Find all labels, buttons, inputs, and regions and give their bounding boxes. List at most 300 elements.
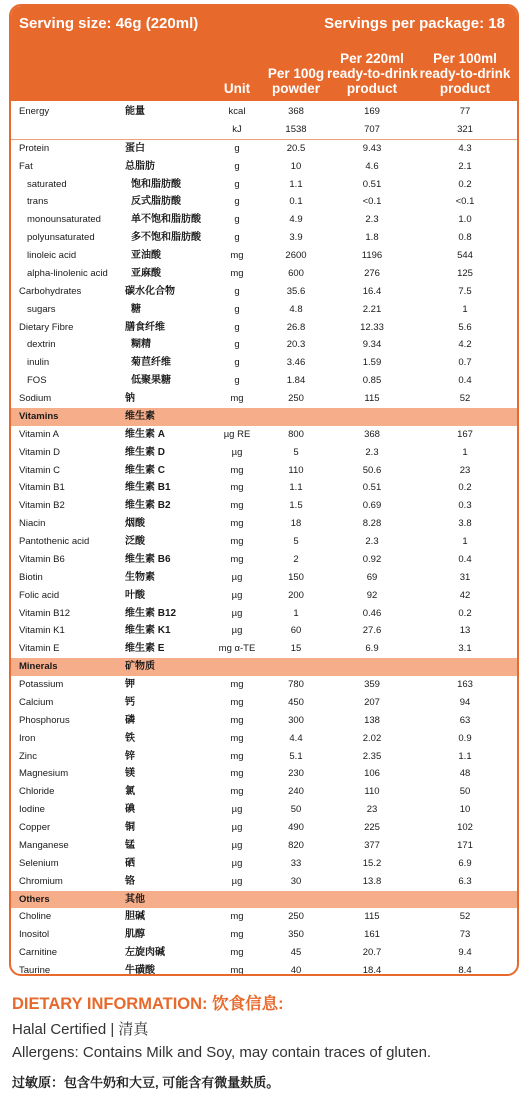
nutrient-unit: µg — [231, 875, 243, 887]
nutrient-unit: g — [234, 178, 240, 190]
nutrient-unit: µg RE — [223, 428, 251, 440]
nutrient-name-zh: 饱和脂肪酸 — [131, 178, 181, 190]
value-per-100ml: 23 — [459, 464, 471, 476]
nutrient-name: Zinc — [19, 750, 37, 762]
nutrient-name-zh: 糊精 — [131, 339, 151, 351]
nutrient-row — [11, 139, 517, 158]
nutrient-row — [11, 712, 517, 730]
value-per-220ml: 4.6 — [365, 160, 379, 172]
value-per-100ml: 48 — [459, 768, 471, 780]
halal-certified: Halal Certified | 清真 — [12, 1021, 149, 1038]
value-per-100ml: 321 — [457, 123, 473, 135]
value-per-100g: 45 — [290, 947, 302, 959]
value-per-220ml: 2.3 — [365, 214, 379, 226]
nutrient-row — [11, 908, 517, 926]
nutrient-name: inulin — [27, 357, 50, 369]
nutrient-row — [11, 676, 517, 694]
value-per-100g: 368 — [288, 106, 304, 117]
value-per-220ml: 138 — [364, 714, 380, 726]
nutrient-row — [11, 783, 517, 801]
nutrient-unit: g — [234, 214, 240, 226]
nutrient-unit: g — [234, 357, 240, 369]
value-per-100g: 4.8 — [289, 303, 303, 315]
value-per-100g: 60 — [290, 625, 302, 637]
value-per-100g: 150 — [288, 571, 304, 583]
value-per-100ml: 125 — [457, 267, 473, 279]
nutrient-row — [11, 801, 517, 819]
nutrient-row — [11, 765, 517, 783]
value-per-100g: 490 — [288, 822, 304, 833]
nutrient-unit: g — [234, 285, 240, 297]
value-per-100ml: 63 — [459, 714, 471, 726]
value-per-220ml: 1.59 — [362, 357, 382, 369]
nutrient-name: Magnesium — [19, 768, 69, 780]
value-per-100ml: 3.8 — [458, 518, 472, 530]
nutrient-unit: µg — [231, 589, 243, 601]
value-per-220ml: 0.69 — [362, 500, 382, 512]
value-per-220ml: 2.3 — [365, 536, 379, 547]
nutrient-unit: mg — [230, 947, 244, 959]
nutrient-name-zh: 低聚果糖 — [131, 375, 171, 387]
value-per-220ml: 115 — [364, 393, 380, 404]
nutrient-name-zh: 能量 — [125, 106, 145, 117]
nutrient-row — [11, 426, 517, 444]
value-per-100ml: 13 — [459, 625, 471, 637]
nutrient-unit: mg — [230, 679, 244, 690]
value-per-100ml: 50 — [459, 786, 471, 798]
value-per-100g: 3.46 — [286, 357, 306, 369]
nutrient-name: Iodine — [19, 804, 45, 816]
nutrient-name: Vitamin D — [19, 446, 61, 458]
nutrient-name: Carnitine — [19, 947, 58, 959]
nutrient-unit: mg — [230, 482, 244, 494]
value-per-100ml: 3.1 — [458, 643, 472, 655]
value-per-100ml: 0.2 — [458, 178, 472, 190]
value-per-220ml: 50.6 — [362, 464, 382, 476]
value-per-100g: 40 — [290, 965, 302, 976]
allergens-text-zh: 过敏原：包含牛奶和大豆, 可能含有微量麸质。 — [12, 1075, 280, 1090]
nutrient-unit: mg — [230, 929, 244, 941]
nutrient-name: Manganese — [19, 839, 69, 851]
per220ml-column-header: Per 220ml ready-to-drink product — [327, 51, 418, 96]
nutrient-name-zh: 维生素 D — [125, 446, 165, 458]
section-header-row — [11, 891, 517, 909]
value-per-220ml: 707 — [364, 123, 380, 135]
nutrient-row — [11, 336, 517, 354]
nutrient-unit: µg — [231, 446, 243, 458]
value-per-100g: 1.5 — [289, 500, 303, 512]
nutrient-name-zh: 烟酸 — [125, 518, 145, 530]
nutrient-unit: g — [234, 232, 240, 244]
nutrient-unit: µg — [231, 839, 243, 851]
value-per-100g: 5 — [293, 536, 299, 547]
servings-per-package: Servings per package: 18 — [324, 15, 505, 32]
nutrient-name-zh: 膳食纤维 — [125, 321, 165, 333]
nutrient-row — [11, 301, 517, 319]
value-per-100g: 3.9 — [289, 232, 303, 244]
nutrient-name: Chloride — [19, 786, 55, 798]
nutrient-name-zh: 总脂肪 — [125, 160, 155, 172]
value-per-100g: 30 — [290, 875, 302, 887]
value-per-100g: 200 — [288, 589, 304, 601]
value-per-100ml: 1 — [462, 536, 468, 547]
value-per-100ml: 5.6 — [458, 321, 472, 333]
nutrient-name-zh: 铬 — [125, 875, 135, 887]
nutrient-unit: µg — [231, 822, 243, 833]
nutrient-row — [11, 158, 517, 176]
nutrient-unit: g — [234, 160, 240, 172]
nutrient-name-zh: 锌 — [125, 750, 135, 762]
nutrient-name: Folic acid — [19, 589, 60, 601]
nutrient-name: Vitamin B12 — [19, 607, 71, 619]
nutrient-name: Biotin — [19, 571, 43, 583]
nutrient-name-zh: 左旋肉碱 — [125, 947, 165, 959]
nutrient-name-zh: 维生素 B6 — [125, 553, 171, 565]
value-per-220ml: 15.2 — [362, 857, 382, 869]
nutrient-name-zh: 糖 — [131, 303, 141, 315]
nutrient-name: Sodium — [19, 393, 52, 404]
nutrient-row — [11, 551, 517, 569]
nutrient-unit: mg — [230, 267, 244, 279]
value-per-100g: 820 — [288, 839, 304, 851]
value-per-100ml: 31 — [459, 571, 471, 583]
nutrient-unit: kcal — [228, 106, 246, 117]
nutrient-name-zh: 碘 — [125, 804, 135, 816]
nutrient-name: Taurine — [19, 965, 51, 976]
nutrient-name-zh: 生物素 — [125, 571, 155, 583]
value-per-100g: 20.3 — [286, 339, 306, 351]
nutrient-unit: mg — [230, 536, 244, 547]
value-per-100ml: 42 — [459, 589, 471, 601]
value-per-220ml: 0.51 — [362, 482, 382, 494]
nutrient-name-zh: 叶酸 — [125, 589, 145, 601]
value-per-100g: 250 — [288, 911, 304, 923]
value-per-220ml: 1.8 — [365, 232, 379, 244]
value-per-100ml: 1 — [462, 303, 468, 315]
nutrient-unit: g — [234, 303, 240, 315]
nutrient-row — [11, 319, 517, 337]
nutrient-unit: mg — [230, 393, 244, 404]
nutrient-unit: mg — [230, 464, 244, 476]
value-per-220ml: 27.6 — [362, 625, 382, 637]
nutrient-row — [11, 479, 517, 497]
nutrient-unit: mg — [230, 732, 244, 744]
nutrient-unit: mg — [230, 696, 244, 708]
nutrient-row — [11, 837, 517, 855]
value-per-220ml: 2.21 — [362, 303, 382, 315]
nutrient-row — [11, 390, 517, 408]
nutrient-name-zh: 多不饱和脂肪酸 — [131, 232, 201, 244]
value-per-220ml: 368 — [364, 428, 380, 440]
nutrient-row — [11, 605, 517, 623]
value-per-220ml: 8.28 — [362, 518, 382, 530]
nutrient-row — [11, 730, 517, 748]
nutrient-name: alpha-linolenic acid — [27, 267, 108, 279]
value-per-100g: 350 — [288, 929, 304, 941]
value-per-100ml: 6.9 — [458, 857, 472, 869]
nutrient-unit: mg — [230, 768, 244, 780]
allergens-text: Allergens: Contains Milk and Soy, may contain traces of gluten. — [12, 1044, 432, 1061]
value-per-100g: 2 — [293, 553, 299, 565]
value-per-220ml: 359 — [364, 679, 380, 690]
value-per-100g: 800 — [288, 428, 304, 440]
value-per-100ml: 0.8 — [458, 232, 472, 244]
nutrient-name-zh: 维生素 C — [125, 464, 165, 476]
value-per-100ml: 0.4 — [458, 375, 472, 387]
nutrient-name-zh: 反式脂肪酸 — [131, 196, 181, 208]
nutrient-name-zh: 磷 — [125, 714, 135, 726]
value-per-100ml: 0.9 — [458, 732, 472, 744]
value-per-100ml: 0.2 — [458, 607, 472, 619]
value-per-100g: 1.84 — [286, 375, 306, 387]
value-per-220ml: 110 — [364, 786, 380, 798]
value-per-220ml: 115 — [364, 911, 380, 923]
nutrient-unit: g — [234, 375, 240, 387]
nutrient-row — [11, 748, 517, 766]
nutrient-name: Potassium — [19, 679, 64, 690]
nutrient-name: Vitamin C — [19, 464, 61, 476]
value-per-100g: 300 — [288, 714, 304, 726]
value-per-220ml: 0.51 — [362, 178, 382, 190]
value-per-100g: 10 — [290, 160, 302, 172]
value-per-100ml: 167 — [457, 428, 473, 440]
nutrient-unit: g — [234, 339, 240, 351]
value-per-100g: 4.4 — [289, 732, 303, 744]
unit-column-header: Unit — [223, 81, 251, 96]
nutrient-name: Pantothenic acid — [19, 536, 90, 547]
nutrient-name: Vitamin K1 — [19, 625, 65, 637]
nutrient-name-zh: 亚油酸 — [131, 250, 161, 261]
nutrient-name: sugars — [27, 303, 56, 315]
nutrient-name: Others — [19, 893, 50, 905]
value-per-100ml: 0.3 — [458, 500, 472, 512]
value-per-100ml: 10 — [459, 804, 471, 816]
value-per-100ml: 1 — [462, 446, 468, 458]
nutrient-name-zh: 维生素 B2 — [125, 500, 171, 512]
value-per-100ml: 52 — [459, 393, 471, 404]
value-per-220ml: 69 — [366, 571, 378, 583]
nutrient-name: Vitamin A — [19, 428, 59, 440]
value-per-100g: 50 — [290, 804, 302, 816]
nutrient-name: Vitamin E — [19, 643, 60, 655]
value-per-100g: 230 — [288, 768, 304, 780]
nutrient-unit: mg — [230, 911, 244, 923]
nutrient-row — [11, 873, 517, 891]
value-per-220ml: 276 — [364, 267, 380, 279]
nutrient-row — [11, 962, 517, 976]
value-per-220ml: 106 — [364, 768, 380, 780]
nutrient-row — [11, 819, 517, 837]
value-per-100ml: 52 — [459, 911, 471, 923]
nutrient-row — [11, 354, 517, 372]
value-per-100g: 450 — [288, 696, 304, 708]
value-per-100g: 600 — [288, 267, 304, 279]
nutrient-name: Choline — [19, 911, 52, 923]
nutrient-row — [11, 694, 517, 712]
value-per-100ml: 6.3 — [458, 875, 472, 887]
nutrient-unit: g — [234, 142, 240, 154]
value-per-220ml: 16.4 — [362, 285, 382, 297]
nutrient-name-zh: 矿物质 — [125, 661, 155, 673]
value-per-100g: 33 — [290, 857, 302, 869]
nutrient-name-zh: 胆碱 — [125, 911, 145, 923]
serving-size: Serving size: 46g (220ml) — [19, 15, 199, 32]
nutrient-unit: g — [234, 196, 240, 208]
nutrient-name: dextrin — [27, 339, 56, 351]
nutrient-row — [11, 372, 517, 390]
dietary-information-title: DIETARY INFORMATION: 饮食信息: — [12, 995, 284, 1013]
nutrient-row — [11, 462, 517, 480]
nutrient-row — [11, 283, 517, 301]
nutrient-name: Niacin — [19, 518, 46, 530]
nutrient-name-zh: 硒 — [125, 857, 135, 869]
value-per-100g: 20.5 — [286, 142, 306, 154]
nutrient-name: Selenium — [19, 857, 59, 869]
value-per-100g: 250 — [288, 393, 304, 404]
nutrient-row — [11, 229, 517, 247]
nutrient-row — [11, 265, 517, 283]
value-per-100ml: <0.1 — [455, 196, 475, 208]
value-per-220ml: 6.9 — [365, 643, 379, 655]
nutrient-name-zh: 维生素 E — [125, 643, 165, 655]
nutrient-name-zh: 碳水化合物 — [125, 285, 175, 297]
nutrient-name: Protein — [19, 142, 50, 154]
nutrient-name-zh: 钙 — [125, 696, 135, 708]
nutrient-row — [11, 569, 517, 587]
value-per-100g: 110 — [288, 464, 304, 476]
nutrient-unit: g — [234, 321, 240, 333]
nutrient-name-zh: 氯 — [125, 786, 135, 798]
value-per-220ml: 207 — [364, 696, 380, 708]
value-per-100g: 35.6 — [286, 285, 306, 297]
nutrient-name: Copper — [19, 822, 51, 833]
per100ml-column-header: Per 100ml ready-to-drink product — [419, 51, 511, 96]
nutrient-row — [11, 497, 517, 515]
nutrient-row — [11, 121, 517, 139]
nutrient-name: Energy — [19, 106, 50, 117]
value-per-100ml: 77 — [459, 106, 471, 117]
nutrient-name-zh: 铜 — [125, 822, 135, 833]
nutrient-name-zh: 维生素 B1 — [125, 482, 171, 494]
value-per-100g: 1 — [293, 607, 299, 619]
nutrient-name: Vitamin B2 — [19, 500, 65, 512]
nutrient-name-zh: 其他 — [125, 893, 145, 905]
nutrient-unit: mg — [230, 965, 244, 976]
value-per-100g: 0.1 — [289, 196, 303, 208]
value-per-100g: 1.1 — [289, 178, 303, 190]
nutrient-name: saturated — [27, 178, 67, 190]
nutrient-unit: mg α-TE — [218, 643, 256, 655]
nutrient-row — [11, 533, 517, 551]
value-per-220ml: 9.34 — [362, 339, 382, 351]
nutrient-name-zh: 蛋白 — [125, 142, 145, 154]
value-per-100g: 5.1 — [289, 750, 303, 762]
nutrient-unit: mg — [230, 518, 244, 530]
nutrient-name-zh: 铁 — [125, 732, 135, 744]
nutrient-name: Minerals — [19, 661, 58, 673]
value-per-100ml: 73 — [459, 929, 471, 941]
table-header — [11, 6, 517, 101]
nutrient-name: Vitamin B6 — [19, 553, 65, 565]
nutrient-row — [11, 587, 517, 605]
per100g-column-header: Per 100g powder — [267, 66, 325, 96]
nutrient-name: Calcium — [19, 696, 54, 708]
nutrient-row — [11, 247, 517, 265]
nutrient-name-zh: 亚麻酸 — [131, 267, 161, 279]
value-per-220ml: 2.3 — [365, 446, 379, 458]
value-per-100g: 2600 — [285, 250, 307, 261]
nutrient-row — [11, 103, 517, 121]
value-per-220ml: 169 — [364, 106, 380, 117]
nutrient-row — [11, 622, 517, 640]
nutrient-unit: mg — [230, 750, 244, 762]
value-per-100ml: 0.4 — [458, 553, 472, 565]
nutrient-row — [11, 640, 517, 658]
nutrient-name-zh: 维生素 — [125, 410, 155, 422]
nutrient-name-zh: 钾 — [125, 679, 135, 690]
value-per-100ml: 4.2 — [458, 339, 472, 351]
nutrient-unit: µg — [231, 607, 243, 619]
value-per-100g: 780 — [288, 679, 304, 690]
nutrient-unit: µg — [231, 625, 243, 637]
value-per-220ml: 20.7 — [362, 947, 382, 959]
nutrient-row — [11, 193, 517, 211]
nutrient-name: Carbohydrates — [19, 285, 82, 297]
value-per-100ml: 8.4 — [458, 965, 472, 976]
value-per-220ml: 23 — [366, 804, 378, 816]
value-per-220ml: 12.33 — [360, 321, 384, 333]
nutrient-name: Chromium — [19, 875, 63, 887]
value-per-220ml: 0.46 — [362, 607, 382, 619]
value-per-220ml: 9.43 — [362, 142, 382, 154]
nutrient-unit: mg — [230, 714, 244, 726]
nutrient-unit: mg — [230, 250, 244, 261]
value-per-100ml: 0.7 — [458, 357, 472, 369]
value-per-100g: 1.1 — [289, 482, 303, 494]
value-per-100g: 26.8 — [286, 321, 306, 333]
value-per-100ml: 9.4 — [458, 947, 472, 959]
nutrient-unit: µg — [231, 571, 243, 583]
nutrient-row — [11, 855, 517, 873]
value-per-100ml: 7.5 — [458, 285, 472, 297]
nutrient-name-zh: 泛酸 — [125, 536, 145, 547]
value-per-100ml: 171 — [457, 839, 473, 851]
value-per-220ml: 2.02 — [362, 732, 382, 744]
nutrient-name-zh: 菊苣纤维 — [131, 357, 171, 369]
nutrient-name: Vitamins — [19, 410, 59, 422]
nutrient-name: Vitamin B1 — [19, 482, 65, 494]
section-header-row — [11, 658, 517, 676]
value-per-100g: 1538 — [285, 123, 307, 135]
value-per-220ml: 92 — [366, 589, 378, 601]
value-per-220ml: <0.1 — [362, 196, 382, 208]
value-per-220ml: 13.8 — [362, 875, 382, 887]
nutrient-unit: mg — [230, 500, 244, 512]
nutrient-rows — [11, 103, 517, 976]
value-per-220ml: 2.35 — [362, 750, 382, 762]
nutrient-row — [11, 211, 517, 229]
value-per-100ml: 2.1 — [458, 160, 472, 172]
nutrition-panel — [9, 4, 519, 976]
nutrient-unit: mg — [230, 786, 244, 798]
nutrient-name-zh: 钠 — [125, 393, 135, 404]
nutrient-row — [11, 944, 517, 962]
value-per-220ml: 225 — [364, 822, 380, 833]
nutrient-name-zh: 维生素 B12 — [125, 607, 177, 619]
value-per-100ml: 0.2 — [458, 482, 472, 494]
nutrient-name-zh: 牛磺酸 — [125, 965, 155, 976]
nutrient-row — [11, 444, 517, 462]
